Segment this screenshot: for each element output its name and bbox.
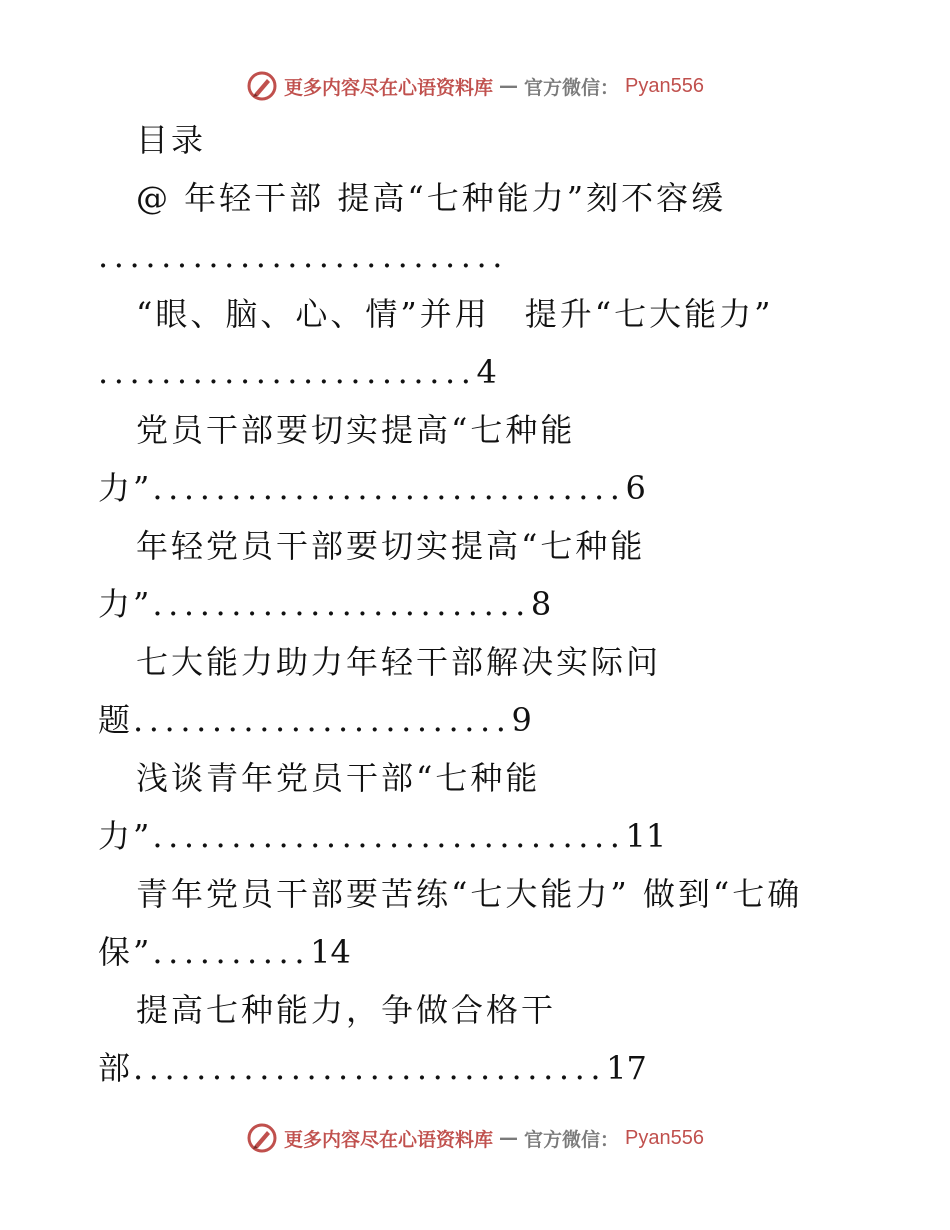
toc-entry-text: 青年党员干部要苦练“七大能力” 做到“七确	[136, 875, 803, 913]
toc-line	[98, 758, 838, 816]
toc-page-number: 8	[530, 585, 552, 623]
toc-entry-text: 题	[98, 701, 134, 739]
toc-leader-dots: ........................	[152, 585, 531, 623]
toc-entry-text: 部	[98, 1049, 134, 1087]
toc-entry-text: 力”	[98, 817, 153, 855]
toc-page-number: 11	[625, 817, 667, 855]
toc-entry-text: 浅谈青年党员干部“七种能	[136, 759, 541, 797]
watermark-banner-top	[0, 70, 950, 102]
watermark-wechat-label: 官方微信：	[524, 76, 620, 99]
toc-leader-dots: ..........................	[98, 237, 509, 275]
toc-entry-text: @ 年轻干部 提高“七种能力”刻不容缓	[136, 179, 727, 217]
toc-leader-dots: ..............................	[133, 1049, 607, 1087]
toc-line	[98, 932, 838, 990]
watermark-text: 更多内容尽在心语资料库	[284, 1128, 494, 1151]
toc-lines	[98, 178, 838, 1106]
toc-line	[98, 874, 838, 932]
toc-entry-text: 保”	[98, 933, 153, 971]
watermark-text: 更多内容尽在心语资料库	[284, 76, 494, 99]
toc-entry-text: 七大能力助力年轻干部解决实际问	[136, 643, 662, 681]
toc-line	[98, 700, 838, 758]
toc-line	[98, 526, 838, 584]
pen-logo-icon	[246, 1122, 278, 1154]
toc-line	[98, 990, 838, 1048]
toc-page-number: 4	[476, 353, 497, 391]
toc-line	[98, 352, 838, 410]
toc-entry-text: 力”	[98, 469, 153, 507]
watermark-wechat-id: Pyan556	[625, 74, 704, 97]
toc-leader-dots: ..............................	[152, 469, 626, 507]
toc-entry-text: 力”	[98, 585, 153, 623]
toc-leader-dots: ..........	[152, 933, 311, 971]
toc-page-number: 9	[511, 701, 532, 739]
toc-entry-text: 提高七种能力，争做合格干	[136, 991, 557, 1029]
toc-entry-text: “眼、脑、心、情”并用 提升“七大能力”	[136, 295, 774, 333]
pen-logo-icon	[246, 70, 278, 102]
toc-line	[98, 642, 838, 700]
toc-page-number: 6	[625, 469, 646, 507]
toc-line	[98, 816, 838, 874]
toc-line	[98, 410, 838, 468]
toc-leader-dots: ........................	[98, 353, 477, 391]
watermark-wechat-label: 官方微信：	[524, 1128, 620, 1151]
table-of-contents	[98, 120, 838, 1106]
toc-leader-dots: ..............................	[152, 817, 626, 855]
watermark-wechat-id: Pyan556	[625, 1126, 704, 1149]
watermark-banner-bottom	[0, 1122, 950, 1154]
toc-line	[98, 236, 838, 294]
toc-page-number: 14	[310, 933, 351, 971]
toc-entry-text: 年轻党员干部要切实提高“七种能	[136, 527, 646, 565]
watermark-separator: —	[499, 75, 519, 97]
toc-page-number: 17	[606, 1049, 647, 1087]
toc-line	[98, 584, 838, 642]
toc-line	[98, 1048, 838, 1106]
toc-leader-dots: ........................	[133, 701, 512, 739]
toc-line	[98, 468, 838, 526]
watermark-separator: —	[499, 1127, 519, 1149]
toc-heading: 目录	[136, 121, 207, 159]
toc-entry-text: 党员干部要切实提高“七种能	[136, 411, 576, 449]
toc-line	[98, 294, 838, 352]
toc-line	[98, 178, 838, 236]
